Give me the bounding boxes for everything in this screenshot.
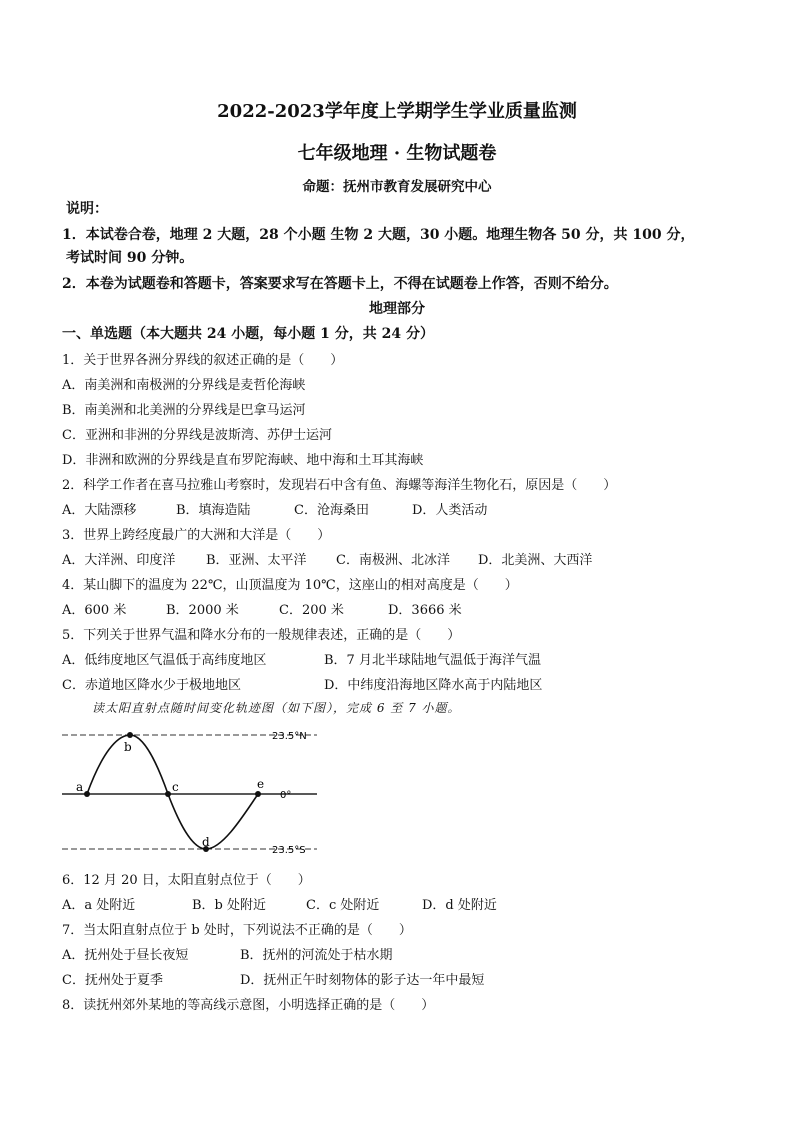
point-a-marker xyxy=(84,791,90,797)
section-heading: 一、单选题（本大题共 24 小题，每小题 1 分，共 24 分） xyxy=(62,326,434,342)
label-tropic-north: 23.5°N xyxy=(272,731,307,742)
q2-option-c: C．沧海桑田 xyxy=(294,503,369,518)
notes-label: 说明： xyxy=(66,201,108,217)
q5-stem: 5．下列关于世界气温和降水分布的一般规律表述，正确的是（ ） xyxy=(62,628,461,643)
q1-stem: 1．关于世界各洲分界线的叙述正确的是（ ） xyxy=(62,353,344,368)
q3-option-b: B．亚洲、太平洋 xyxy=(206,553,307,568)
q1-option-d: D．非洲和欧洲的分界线是直布罗陀海峡、地中海和土耳其海峡 xyxy=(62,453,424,468)
q2-option-d: D．人类活动 xyxy=(412,503,488,518)
label-e: e xyxy=(257,777,265,791)
q6-option-c: C．c 处附近 xyxy=(306,898,380,913)
label-b: b xyxy=(124,740,132,754)
q1-option-b: B．南美洲和北美洲的分界线是巴拿马运河 xyxy=(62,403,306,418)
q4-option-b: B．2000 米 xyxy=(166,603,239,618)
q6-option-d: D．d 处附近 xyxy=(422,898,497,913)
point-b-marker xyxy=(127,732,133,738)
label-c: c xyxy=(172,780,179,794)
q5-option-a: A．低纬度地区气温低于高纬度地区 xyxy=(62,653,267,668)
exam-title: 2022-2023学年度上学期学生学业质量监测 xyxy=(217,101,577,122)
q1-option-c: C．亚洲和非洲的分界线是波斯湾、苏伊士运河 xyxy=(62,428,332,443)
q6-option-b: B．b 处附近 xyxy=(192,898,267,913)
q2-option-a: A．大陆漂移 xyxy=(62,503,137,518)
q4-option-a: A．600 米 xyxy=(62,603,127,618)
q6-7-intro: 读太阳直射点随时间变化轨迹图（如下图），完成 6 至 7 小题。 xyxy=(92,701,461,715)
label-d: d xyxy=(202,835,210,849)
label-equator: 0° xyxy=(280,790,292,801)
note-1-line1: 1．本试卷合卷，地理 2 大题，28 个小题 生物 2 大题，30 小题。地理生物各 50 分，共 100 分， xyxy=(62,227,695,243)
exam-subtitle: 七年级地理 · 生物试题卷 xyxy=(297,143,497,164)
label-a: a xyxy=(76,780,84,794)
q3-option-c: C．南极洲、北冰洋 xyxy=(336,553,450,568)
exam-author: 命题：抚州市教育发展研究中心 xyxy=(302,179,492,195)
q8-stem: 8．读抚州郊外某地的等高线示意图，小明选择正确的是（ ） xyxy=(62,998,435,1013)
q4-option-c: C．200 米 xyxy=(279,603,344,618)
q2-stem: 2．科学工作者在喜马拉雅山考察时，发现岩石中含有鱼、海螺等海洋生物化石，原因是（ ） xyxy=(62,478,617,493)
note-2: 2．本卷为试题卷和答题卡，答案要求写在答题卡上，不得在试题卷上作答，否则不给分。 xyxy=(62,276,618,292)
q3-option-d: D．北美洲、大西洋 xyxy=(478,553,593,568)
point-c-marker xyxy=(165,791,171,797)
q2-option-b: B．填海造陆 xyxy=(176,503,251,518)
q5-option-c: C．赤道地区降水少于极地地区 xyxy=(62,678,241,693)
q6-stem: 6．12 月 20 日，太阳直射点位于（ ） xyxy=(62,873,311,888)
q1-option-a: A．南美洲和南极洲的分界线是麦哲伦海峡 xyxy=(62,378,306,393)
q4-option-d: D．3666 米 xyxy=(388,603,462,618)
q7-stem: 7．当太阳直射点位于 b 处时，下列说法不正确的是（ ） xyxy=(62,923,412,938)
q7-option-b: B．抚州的河流处于枯水期 xyxy=(240,948,393,963)
label-tropic-south: 23.5°S xyxy=(272,845,306,856)
q3-option-a: A．大洋洲、印度洋 xyxy=(62,553,176,568)
q7-option-d: D．抚州正午时刻物体的影子达一年中最短 xyxy=(240,973,485,988)
note-1-line2: 考试时间 90 分钟。 xyxy=(66,250,194,266)
q5-option-d: D．中纬度沿海地区降水高于内陆地区 xyxy=(324,678,543,693)
section-part-title: 地理部分 xyxy=(369,301,425,317)
q6-option-a: A．a 处附近 xyxy=(62,898,136,913)
q7-option-c: C．抚州处于夏季 xyxy=(62,973,163,988)
q4-stem: 4．某山脚下的温度为 22℃，山顶温度为 10℃，这座山的相对高度是（ ） xyxy=(62,578,518,593)
q7-option-a: A．抚州处于昼长夜短 xyxy=(62,948,189,963)
sun-track-diagram xyxy=(62,718,322,864)
q3-stem: 3．世界上跨经度最广的大洲和大洋是（ ） xyxy=(62,528,331,543)
q5-option-b: B．7 月北半球陆地气温低于海洋气温 xyxy=(324,653,541,668)
point-e-marker xyxy=(255,791,261,797)
